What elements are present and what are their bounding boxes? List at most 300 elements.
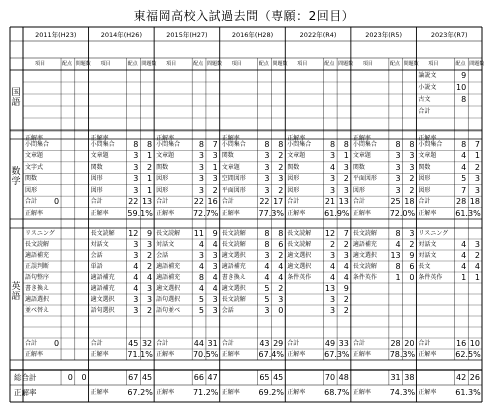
english-item: 適文選択 — [221, 285, 246, 292]
english-item: 長文 — [418, 263, 431, 270]
math-rate-label: 正解率 — [90, 209, 109, 217]
math-total-correct: 18 — [404, 197, 415, 207]
col-header-score: 配点 — [193, 61, 204, 67]
math-item: 関数 — [221, 152, 234, 160]
summary-total-correct: 38 — [404, 373, 415, 382]
math-score: 3 — [395, 151, 401, 161]
math-item: 図形 — [352, 186, 365, 194]
english-item: 会話 — [90, 252, 103, 259]
english-item: 長文読解 — [90, 230, 115, 237]
english-total-correct: 20 — [404, 339, 415, 348]
math-item: 図形 — [156, 175, 169, 183]
english-total-correct: 10 — [469, 339, 480, 348]
english-item: 適語補充 — [90, 285, 115, 292]
english-correct: 4 — [474, 262, 480, 271]
english-total-correct: 31 — [207, 339, 218, 348]
math-item: 文章題 — [25, 152, 44, 160]
math-correct: 2 — [278, 151, 284, 161]
summary-rate-label: 正解率 — [287, 389, 306, 396]
english-total-label: 合計 — [221, 340, 234, 347]
math-item: 図形 — [90, 186, 103, 194]
english-score: 4 — [198, 284, 204, 293]
math-item: 図形 — [287, 175, 300, 183]
math-score: 3 — [198, 162, 204, 172]
english-score: 3 — [329, 251, 336, 260]
english-item: 語句選択 — [156, 296, 181, 303]
math-score: 3 — [329, 151, 336, 161]
english-score: 4 — [461, 262, 467, 271]
math-correct: 1 — [343, 151, 349, 161]
english-score: 5 — [198, 295, 204, 304]
math-score: 3 — [395, 162, 401, 172]
math-item: 小問集合 — [352, 141, 377, 148]
summary-rate-label: 正解率 — [352, 389, 371, 396]
rate-label: 正解率 — [221, 135, 240, 142]
english-score: 4 — [461, 251, 467, 260]
english-total-score: 44 — [193, 339, 204, 348]
english-score: 8 — [264, 229, 270, 238]
summary-total-correct: 45 — [141, 373, 153, 382]
english-total-correct: 29 — [273, 339, 284, 348]
summary-total-correct: 0 — [81, 373, 87, 382]
math-rate-label: 正解率 — [25, 209, 44, 217]
col-header-count: 問題数 — [141, 61, 157, 67]
math-correct: 1 — [147, 151, 153, 161]
english-item: 語句整序 — [25, 274, 50, 281]
summary-rate: 71.2% — [192, 388, 219, 397]
col-header-count: 問題数 — [272, 61, 288, 67]
summary-rate: 67.2% — [127, 388, 153, 397]
math-item: 図形 — [90, 175, 103, 183]
english-score: 11 — [193, 229, 204, 238]
year-header: 2023年(R5) — [365, 31, 402, 39]
math-total-score: 22 — [128, 197, 139, 207]
math-item: 図形 — [25, 186, 38, 194]
math-score: 3 — [395, 185, 401, 195]
english-correct: 4 — [343, 273, 349, 282]
english-item: 適文選択 — [287, 252, 312, 259]
math-item: 小問集合 — [90, 141, 115, 148]
col-header-score: 配点 — [455, 61, 466, 67]
math-item: 文章題 — [90, 152, 109, 160]
english-correct: 4 — [212, 284, 218, 293]
col-header-count: 問題数 — [75, 61, 91, 67]
english-correct: 2 — [409, 240, 415, 249]
english-score: 3 — [198, 251, 204, 260]
english-correct: 3 — [147, 284, 153, 293]
math-score: 3 — [264, 174, 270, 184]
section-label-eigo: 英語 — [11, 282, 21, 302]
summary-rate-label: 正解率 — [418, 389, 437, 396]
english-correct: 1 — [474, 273, 480, 282]
math-total-score: 22 — [259, 197, 270, 207]
math-correct: 7 — [212, 140, 218, 149]
section-label-sugaku: 数学 — [11, 167, 21, 187]
math-item: 文章題 — [156, 152, 175, 160]
english-item: 適語補充 — [156, 263, 181, 270]
english-correct: 2 — [147, 262, 153, 271]
english-item: 長文読解 — [287, 241, 312, 248]
english-total-label: 合計 — [90, 340, 103, 347]
english-correct: 3 — [343, 251, 349, 260]
english-score: 13 — [324, 284, 336, 293]
summary-total-score: 42 — [456, 373, 467, 382]
math-rate: 72.7% — [192, 208, 219, 218]
math-score: 3 — [133, 185, 139, 195]
english-item: 対話文 — [418, 252, 437, 259]
english-correct: 0 — [409, 273, 415, 282]
summary-total-score: 66 — [193, 373, 204, 382]
math-score: 3 — [264, 162, 270, 172]
math-total-correct: 17 — [273, 197, 284, 207]
math-item: 図形 — [418, 175, 431, 183]
kokugo-item: 古文 — [418, 96, 431, 103]
rate-label: 正解率 — [352, 135, 371, 142]
math-score: 3 — [264, 151, 270, 161]
year-header: 2015年(H27) — [166, 31, 208, 39]
math-correct: 3 — [343, 162, 349, 172]
math-item: 文字式 — [25, 163, 44, 171]
math-score: 3 — [395, 174, 401, 184]
english-score: 3 — [329, 306, 336, 315]
english-rate: 78.3% — [389, 350, 416, 359]
english-rate: 67.4% — [258, 350, 284, 359]
english-correct: 3 — [212, 295, 218, 304]
english-item: 書き換え — [221, 274, 246, 281]
math-item: 文章題 — [418, 152, 437, 160]
math-correct: 1 — [212, 162, 218, 172]
english-total-correct: 33 — [338, 339, 349, 348]
col-header-item: 項目 — [231, 61, 242, 67]
col-header-score: 配点 — [258, 61, 269, 67]
math-correct: 2 — [409, 185, 415, 195]
english-item: 正誤判断 — [25, 263, 50, 270]
kokugo-item: 合計 — [418, 108, 431, 115]
english-rate: 70.5% — [192, 350, 219, 359]
math-rate: 77.3% — [258, 208, 284, 218]
kokugo-score: 9 — [461, 71, 467, 80]
math-score: 8 — [329, 140, 336, 149]
summary-total-label: 総合計 — [14, 373, 37, 382]
summary-rate: 68.7% — [324, 388, 350, 397]
english-score: 8 — [395, 229, 401, 238]
summary-total-score: 67 — [128, 373, 139, 382]
english-item: 書き換え — [25, 285, 50, 292]
math-score: 4 — [461, 151, 467, 161]
english-total-score: 28 — [390, 339, 401, 348]
english-score: 3 — [329, 295, 336, 304]
english-item: 長文読解 — [156, 230, 181, 237]
math-score: 5 — [461, 174, 467, 184]
rate-label: 正解率 — [418, 135, 437, 142]
english-correct: 3 — [409, 229, 415, 238]
math-item: 小問集合 — [156, 141, 181, 148]
english-item: 適文選択 — [221, 252, 246, 259]
math-item: 関数 — [352, 163, 365, 171]
math-score: 3 — [133, 174, 139, 184]
math-total-label: 合計 — [25, 198, 38, 206]
english-score: 3 — [133, 240, 139, 249]
math-item: 関数 — [156, 163, 169, 171]
english-score: 4 — [198, 240, 204, 249]
english-item: 条件英作 — [418, 274, 443, 281]
english-score: 4 — [461, 240, 467, 249]
math-score: 3 — [264, 185, 270, 195]
english-rate: 62.5% — [455, 350, 481, 359]
english-item: 適文選択 — [156, 285, 181, 292]
summary-total-correct: 47 — [207, 373, 218, 382]
english-score: 1 — [461, 273, 467, 282]
math-score: 3 — [329, 185, 336, 195]
summary-total-score: 65 — [259, 373, 270, 382]
english-score: 5 — [264, 295, 270, 304]
math-score: 3 — [133, 162, 139, 172]
english-item: 適語補充 — [25, 252, 50, 259]
english-item: 対話文 — [90, 241, 109, 248]
english-item: 長文読解 — [221, 241, 246, 248]
math-score: 8 — [395, 140, 401, 149]
math-score: 4 — [461, 162, 467, 172]
math-item: 文章題 — [221, 163, 240, 171]
english-score: 4 — [264, 273, 270, 282]
math-item: 図形 — [287, 186, 300, 194]
math-correct: 3 — [409, 162, 415, 172]
math-correct: 3 — [212, 174, 218, 184]
english-score: 2 — [329, 240, 336, 249]
math-item: 小問集合 — [25, 141, 50, 148]
col-header-item: 項目 — [428, 61, 439, 67]
math-total-correct: 13 — [141, 197, 153, 207]
english-item: 並べ替え — [25, 307, 50, 314]
kokugo-item: 論説文 — [418, 72, 437, 79]
math-item: 関数 — [418, 163, 431, 171]
english-item: 条件英作 — [352, 274, 377, 281]
english-rate-label: 正解率 — [287, 351, 306, 358]
math-total-label: 合計 — [287, 198, 300, 206]
english-score: 8 — [198, 273, 204, 282]
english-item: 語句選択 — [90, 307, 115, 314]
year-header: 2023年(R7) — [430, 31, 468, 39]
english-item: 適語補充 — [90, 274, 115, 281]
english-score: 5 — [198, 306, 204, 315]
english-score: 5 — [264, 284, 270, 293]
math-rate-label: 正解率 — [287, 209, 306, 217]
math-rate-label: 正解率 — [221, 209, 240, 217]
summary-total-correct: 45 — [273, 373, 284, 382]
math-score: 3 — [198, 174, 204, 184]
math-correct: 3 — [343, 185, 349, 195]
english-correct: 9 — [409, 251, 415, 260]
english-item: 長文読解 — [221, 296, 246, 303]
english-item: 適語選択 — [25, 296, 50, 303]
english-correct: 2 — [343, 295, 349, 304]
english-total-score: 16 — [456, 339, 467, 348]
math-correct: 1 — [147, 174, 153, 184]
summary-total-score: 70 — [324, 373, 336, 382]
math-correct: 3 — [278, 174, 284, 184]
english-item: 会話 — [221, 307, 234, 314]
english-correct: 2 — [147, 251, 153, 260]
english-score: 3 — [133, 251, 139, 260]
english-item: リスニング — [25, 230, 55, 237]
math-item: 関数 — [287, 163, 300, 171]
english-correct: 2 — [147, 306, 153, 315]
english-rate: 67.3% — [324, 350, 350, 359]
english-rate-label: 正解率 — [352, 351, 371, 358]
english-score: 3 — [264, 251, 270, 260]
kokugo-score: 10 — [456, 83, 467, 92]
math-correct: 2 — [212, 185, 218, 195]
english-correct: 2 — [343, 240, 349, 249]
english-correct: 9 — [147, 229, 153, 238]
english-item: 適語補充 — [352, 241, 377, 248]
summary-total-score: 31 — [390, 373, 401, 382]
english-score: 13 — [390, 251, 401, 260]
english-correct: 3 — [212, 251, 218, 260]
english-rate-label: 正解率 — [221, 351, 240, 358]
math-rate: 72.0% — [389, 208, 416, 218]
summary-rate: 74.3% — [389, 388, 416, 397]
math-total-score: 25 — [390, 197, 401, 207]
english-score: 1 — [395, 273, 401, 282]
english-score: 4 — [395, 240, 401, 249]
summary-total-correct: 48 — [338, 373, 349, 382]
english-rate-label: 正解率 — [418, 351, 437, 358]
english-score: 4 — [133, 262, 139, 271]
summary-rate-label: 正解率 — [90, 389, 109, 396]
math-item: 関数 — [90, 163, 103, 171]
year-header: 2011年(H23) — [35, 31, 77, 39]
english-correct: 3 — [212, 306, 218, 315]
kokugo-item: 小説文 — [418, 84, 437, 91]
math-total-score: 28 — [456, 197, 467, 207]
english-item: 条件英作 — [287, 274, 312, 281]
english-item: 単語 — [90, 263, 103, 270]
english-total-label: 合計 — [418, 340, 431, 347]
english-score: 4 — [133, 273, 139, 282]
math-total-score: 0 — [53, 197, 60, 207]
english-correct: 2 — [278, 284, 284, 293]
math-item: 平面図形 — [352, 175, 377, 183]
math-score: 8 — [133, 140, 139, 149]
col-header-item: 項目 — [166, 61, 177, 67]
math-total-label: 合計 — [156, 198, 169, 206]
math-total-correct: 16 — [207, 197, 218, 207]
math-correct: 7 — [474, 140, 480, 149]
english-correct: 0 — [278, 306, 284, 315]
english-correct: 8 — [278, 229, 284, 238]
col-header-score: 配点 — [62, 61, 73, 67]
english-score: 12 — [128, 229, 139, 238]
math-correct: 8 — [409, 140, 415, 149]
math-correct: 1 — [474, 151, 480, 161]
english-total-score: 0 — [53, 339, 60, 348]
math-rate: 59.1% — [127, 208, 153, 218]
summary-rate: 61.3% — [455, 388, 481, 397]
col-header-count: 問題数 — [469, 61, 485, 67]
math-item: 文章題 — [287, 152, 306, 160]
english-item: 長文読解 — [352, 263, 377, 270]
english-score: 4 — [133, 284, 139, 293]
summary-rate-label: 正解率 — [221, 389, 240, 396]
math-score: 3 — [329, 174, 336, 184]
english-correct: 2 — [278, 251, 284, 260]
english-total-label: 合計 — [352, 340, 365, 347]
math-total-correct: 13 — [338, 197, 349, 207]
english-correct: 3 — [147, 240, 153, 249]
english-total-label: 合計 — [287, 340, 300, 347]
english-correct: 3 — [474, 240, 480, 249]
math-total-label: 合計 — [221, 198, 234, 206]
col-header-score: 配点 — [389, 61, 400, 67]
english-correct: 9 — [212, 229, 218, 238]
math-item: 小問集合 — [287, 141, 312, 148]
math-score: 8 — [461, 140, 467, 149]
rate-label: 正解率 — [90, 135, 109, 142]
english-correct: 4 — [212, 240, 218, 249]
math-total-label: 合計 — [90, 198, 103, 206]
math-correct: 2 — [474, 162, 480, 172]
math-item: 空間図形 — [221, 175, 246, 183]
english-item: 長文読解 — [287, 230, 312, 237]
english-item: 対話文 — [418, 241, 437, 248]
english-item: 対話文 — [156, 241, 175, 248]
math-correct: 2 — [278, 185, 284, 195]
math-item: 平面図形 — [221, 186, 246, 194]
math-rate-label: 正解率 — [418, 209, 437, 217]
col-header-item: 項目 — [297, 61, 308, 67]
english-correct: 3 — [278, 295, 284, 304]
english-total-label: 合計 — [156, 340, 169, 347]
summary-total-score: 0 — [67, 373, 73, 382]
math-correct: 8 — [343, 140, 349, 149]
math-correct: 2 — [343, 174, 349, 184]
english-score: 4 — [198, 262, 204, 271]
english-score: 3 — [264, 306, 270, 315]
english-item: リスニング — [418, 230, 449, 237]
english-item: 適語補充 — [156, 274, 181, 281]
english-correct: 2 — [474, 251, 480, 260]
english-rate-label: 正解率 — [156, 351, 175, 358]
english-correct: 7 — [343, 229, 349, 238]
page-title: 東福岡高校入試過去問（専願：2回目） — [133, 9, 355, 23]
math-correct: 1 — [147, 185, 153, 195]
math-rate: 61.3% — [455, 208, 481, 218]
english-item: 適文選択 — [287, 263, 312, 270]
english-score: 4 — [264, 262, 270, 271]
english-correct: 3 — [147, 295, 153, 304]
english-correct: 3 — [212, 262, 218, 271]
col-header-count: 問題数 — [338, 61, 354, 67]
col-header-score: 配点 — [324, 61, 335, 67]
english-total-score: 43 — [259, 339, 270, 348]
summary-total-correct: 26 — [469, 373, 480, 382]
english-score: 4 — [329, 273, 336, 282]
english-total-correct: 32 — [141, 339, 153, 348]
rate-label: 正解率 — [287, 135, 306, 142]
math-total-label: 合計 — [352, 198, 365, 206]
math-total-label: 合計 — [418, 198, 431, 206]
math-correct: 3 — [474, 185, 480, 195]
col-header-score: 配点 — [127, 61, 138, 67]
english-item: 長文読解 — [352, 230, 377, 237]
math-score: 3 — [198, 185, 204, 195]
english-rate-label: 正解率 — [25, 351, 44, 358]
math-item: 文章題 — [352, 152, 371, 160]
english-score: 8 — [264, 240, 270, 249]
math-correct: 2 — [278, 162, 284, 172]
math-correct: 8 — [278, 140, 284, 149]
